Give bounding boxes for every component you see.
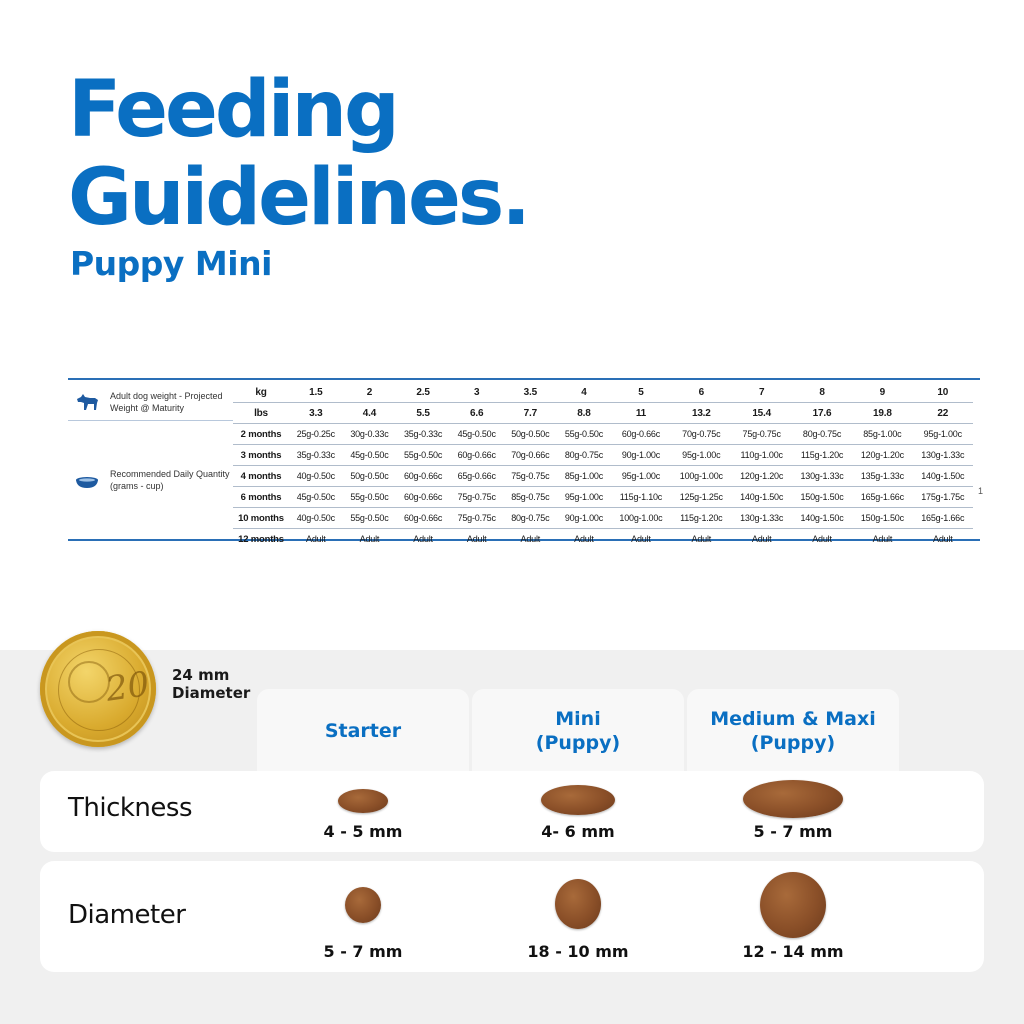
coin-image <box>40 631 156 747</box>
table-cell: 140g-1.50c <box>792 508 852 529</box>
table-cell: 55g-0.50c <box>557 424 611 445</box>
table-cell: 2.5 <box>396 382 450 403</box>
table-cell: 15.4 <box>731 403 791 424</box>
table-cell: 130g-1.33c <box>731 508 791 529</box>
thickness-value: 4 - 5 mm <box>323 822 403 841</box>
table-cell: 50g-0.50c <box>504 424 558 445</box>
table-cell: 80g-0.75c <box>504 508 558 529</box>
thickness-cell-mini <box>472 771 684 852</box>
row-label: 2 months <box>233 424 289 445</box>
table-cell: 55g-0.50c <box>396 445 450 466</box>
table-cell: 11 <box>611 403 671 424</box>
table-cell: 7.7 <box>504 403 558 424</box>
thickness-label: Thickness <box>68 793 193 823</box>
table-cell: 150g-1.50c <box>792 487 852 508</box>
table-cell: 60g-0.66c <box>396 466 450 487</box>
title-line-1: Feeding <box>68 65 397 155</box>
row-label: lbs <box>233 403 289 424</box>
table-cell: 65g-0.66c <box>450 466 504 487</box>
table-cell: Adult <box>933 534 953 544</box>
table-cell: Adult <box>359 534 380 544</box>
page-title <box>68 66 528 242</box>
table-row <box>233 508 973 529</box>
thickness-value: 5 - 7 mm <box>753 822 833 841</box>
table-cell: 5 <box>611 382 671 403</box>
table-row <box>233 529 973 550</box>
table-cell: 6.6 <box>450 403 504 424</box>
table-cell: 165g-1.66c <box>913 508 973 529</box>
table-cell: 85g-1.00c <box>852 424 912 445</box>
diameter-label: Diameter <box>68 900 186 930</box>
flower-icon <box>68 661 110 703</box>
stray-mark: 1 <box>978 486 984 496</box>
table-cell: 75g-0.75c <box>450 508 504 529</box>
table-cell: 110g-1.00c <box>731 445 791 466</box>
table-cell: 75g-0.75c <box>731 424 791 445</box>
table-cell: 140g-1.50c <box>913 466 973 487</box>
table-cell: 3 <box>450 382 504 403</box>
table-cell: 22 <box>913 403 973 424</box>
table-cell: 60g-0.66c <box>450 445 504 466</box>
diameter-value: 5 - 7 mm <box>323 942 403 961</box>
diameter-cell-medium-maxi <box>687 861 899 972</box>
table-cell: 70g-0.66c <box>504 445 558 466</box>
column-tab-medium-maxi: Medium & Maxi (Puppy) <box>687 689 899 773</box>
weight-label: Adult dog weight - Projected Weight @ Maturity <box>110 391 223 413</box>
table-cell: 85g-0.75c <box>504 487 558 508</box>
thickness-cell-starter <box>257 771 469 852</box>
table-cell: Adult <box>631 534 651 544</box>
row-label: 6 months <box>233 487 289 508</box>
table-cell: 135g-1.33c <box>852 466 912 487</box>
table-cell: 150g-1.50c <box>852 508 912 529</box>
table-cell: 115g-1.10c <box>611 487 671 508</box>
table-cell: 175g-1.75c <box>913 487 973 508</box>
diameter-row <box>40 861 984 972</box>
side-separator <box>68 420 233 421</box>
table-cell: 55g-0.50c <box>343 487 397 508</box>
weight-label-cell <box>68 384 233 420</box>
table-cell: 30g-0.33c <box>343 424 397 445</box>
dog-icon <box>74 391 100 413</box>
table-cell: 3.3 <box>289 403 343 424</box>
kibble-top-small <box>345 887 381 923</box>
table-cell: 120g-1.20c <box>731 466 791 487</box>
row-label: 3 months <box>233 445 289 466</box>
table-cell: Adult <box>751 534 772 544</box>
table-cell: 95g-1.00c <box>913 424 973 445</box>
table-cell: 85g-1.00c <box>557 466 611 487</box>
bowl-icon <box>74 469 100 491</box>
feeding-table-section <box>68 378 984 545</box>
table-cell: 115g-1.20c <box>671 508 731 529</box>
table-cell: 7 <box>731 382 791 403</box>
table-cell: 130g-1.33c <box>913 445 973 466</box>
title-line-2: Guidelines. <box>68 153 528 243</box>
table-cell: 130g-1.33c <box>792 466 852 487</box>
table-cell: Adult <box>812 534 832 544</box>
table-cell: 125g-1.25c <box>671 487 731 508</box>
table-cell: 5.5 <box>396 403 450 424</box>
table-cell: Adult <box>306 534 326 544</box>
kibble-top-medium <box>555 879 601 929</box>
kibble-side-small <box>338 789 388 813</box>
table-cell: 45g-0.50c <box>289 487 343 508</box>
table-cell: 1.5 <box>289 382 343 403</box>
table-cell: 55g-0.50c <box>343 508 397 529</box>
table-cell: Adult <box>574 534 594 544</box>
table-cell: 3.5 <box>504 382 558 403</box>
table-cell: 100g-1.00c <box>611 508 671 529</box>
table-header-row <box>233 382 973 403</box>
table-cell: 95g-1.00c <box>557 487 611 508</box>
table-cell: 95g-1.00c <box>611 466 671 487</box>
table-cell: Adult <box>872 534 893 544</box>
feeding-table <box>233 382 973 549</box>
row-label: 10 months <box>233 508 289 529</box>
table-cell: 13.2 <box>671 403 731 424</box>
table-cell: 75g-0.75c <box>450 487 504 508</box>
table-cell: Adult <box>413 534 433 544</box>
thickness-row <box>40 771 984 852</box>
table-row <box>233 466 973 487</box>
table-cell: 80g-0.75c <box>792 424 852 445</box>
table-cell: 6 <box>671 382 731 403</box>
thickness-cell-medium-maxi <box>687 771 899 852</box>
diameter-value: 18 - 10 mm <box>527 942 629 961</box>
table-cell: Adult <box>466 534 487 544</box>
table-cell: 8 <box>792 382 852 403</box>
column-tab-mini: Mini (Puppy) <box>472 689 684 773</box>
table-cell: 95g-1.00c <box>671 445 731 466</box>
diameter-value: 12 - 14 mm <box>742 942 844 961</box>
table-cell: 70g-0.75c <box>671 424 731 445</box>
row-label: 4 months <box>233 466 289 487</box>
table-cell: 40g-0.50c <box>289 508 343 529</box>
table-cell: 40g-0.50c <box>289 466 343 487</box>
table-header-row <box>233 403 973 424</box>
table-cell: 100g-1.00c <box>671 466 731 487</box>
kibble-side-large <box>743 780 843 818</box>
coin-number: 20 <box>103 664 152 710</box>
table-cell: 60g-0.66c <box>611 424 671 445</box>
row-label: kg <box>233 382 289 403</box>
table-cell: 17.6 <box>792 403 852 424</box>
table-cell: 4.4 <box>343 403 397 424</box>
table-cell: 80g-0.75c <box>557 445 611 466</box>
table-cell: Adult <box>520 534 541 544</box>
coin-diameter-label: 24 mm Diameter <box>172 666 251 702</box>
quantity-label-cell <box>68 422 233 538</box>
table-cell: 9 <box>852 382 912 403</box>
kibble-top-large <box>760 872 826 938</box>
table-row <box>233 487 973 508</box>
table-cell: 90g-1.00c <box>557 508 611 529</box>
diameter-cell-mini <box>472 861 684 972</box>
table-cell: 90g-1.00c <box>611 445 671 466</box>
table-cell: 140g-1.50c <box>731 487 791 508</box>
table-top-rule <box>68 378 980 380</box>
table-cell: 115g-1.20c <box>792 445 852 466</box>
table-cell: 120g-1.20c <box>852 445 912 466</box>
page-subtitle: Puppy Mini <box>70 244 272 283</box>
diameter-cell-starter <box>257 861 469 972</box>
table-cell: 75g-0.75c <box>504 466 558 487</box>
thickness-value: 4- 6 mm <box>541 822 615 841</box>
table-cell: 60g-0.66c <box>396 508 450 529</box>
table-cell: 10 <box>913 382 973 403</box>
table-cell: 35g-0.33c <box>396 424 450 445</box>
table-cell: 8.8 <box>557 403 611 424</box>
table-cell: 35g-0.33c <box>289 445 343 466</box>
table-cell: 45g-0.50c <box>450 424 504 445</box>
quantity-label: Recommended Daily Quantity (grams - cup) <box>110 469 230 491</box>
table-cell: Adult <box>691 534 712 544</box>
table-cell: 19.8 <box>852 403 912 424</box>
row-label: 12 months <box>238 533 284 545</box>
table-cell: 165g-1.66c <box>852 487 912 508</box>
table-cell: 25g-0.25c <box>289 424 343 445</box>
table-cell: 50g-0.50c <box>343 466 397 487</box>
table-cell: 2 <box>343 382 397 403</box>
table-cell: 60g-0.66c <box>396 487 450 508</box>
table-row <box>233 445 973 466</box>
table-cell: 45g-0.50c <box>343 445 397 466</box>
column-tab-starter: Starter <box>257 689 469 773</box>
table-cell: 4 <box>557 382 611 403</box>
kibble-side-medium <box>541 785 615 815</box>
table-row <box>233 424 973 445</box>
